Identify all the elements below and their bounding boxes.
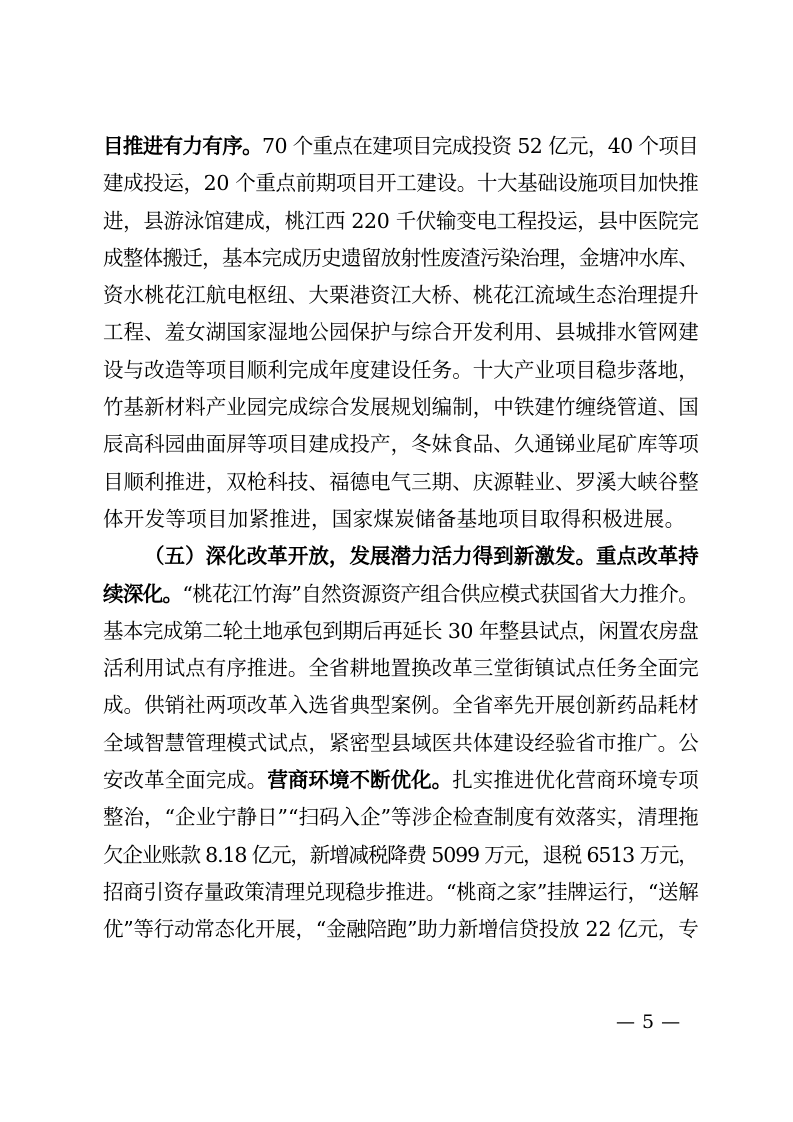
text-run: 70 个重点在建项目完成投资 52 亿元，40 个项目: [262, 134, 699, 158]
text-run: 资水桃花江航电枢纽、大栗港资江大桥、桃花江流域生态治理提升: [103, 283, 699, 308]
bold-heading-run: 营商环境不断优化。: [267, 768, 453, 793]
text-run: 成整体搬迁，基本完成历史遗留放射性废渣污染治理，金塘冲水库、: [103, 245, 699, 270]
text-run: 基本完成第二轮土地承包到期后再延长 30 年整县试点，闲置农房盘: [103, 618, 699, 643]
text-run: 招商引资存量政策清理兑现稳步推进。“桃商之家”挂牌运行，“送解: [103, 879, 699, 904]
bold-heading-run: 目推进有力有序。: [103, 134, 263, 158]
text-line: [103, 837, 699, 874]
page-number: — 5 —: [616, 1011, 681, 1033]
text-line: [103, 911, 699, 948]
text-run: 欠企业账款 8.18 亿元，新增减税降费 5099 万元，退税 6513 万元，: [103, 842, 698, 867]
text-line: [103, 762, 699, 799]
text-line: [103, 650, 699, 687]
text-run: 辰高科园曲面屏等项目建成投产，冬妹食品、久通锑业尾矿库等项: [103, 432, 699, 457]
body-text: [103, 128, 699, 949]
text-line: [103, 314, 699, 351]
text-run: 优”等行动常态化开展，“金融陪跑”助力新增信贷投放 22 亿元，专: [103, 917, 699, 942]
text-run: 活利用试点有序推进。全省耕地置换改革三堂街镇试点任务全面完: [103, 656, 699, 681]
text-run: 建成投运，20 个重点前期项目开工建设。十大基础设施项目加快推: [103, 171, 699, 196]
text-run: 竹基新材料产业园完成综合发展规划编制，中铁建竹缠绕管道、国: [103, 395, 699, 420]
text-line: [103, 277, 699, 314]
text-line: [103, 576, 699, 613]
text-line: [103, 128, 699, 165]
text-line: [103, 426, 699, 463]
text-line: [103, 240, 699, 277]
text-line: [103, 165, 699, 202]
text-run: 工程、羞女湖国家湿地公园保护与综合开发利用、县城排水管网建: [103, 320, 699, 345]
text-run: 目顺利推进，双枪科技、福德电气三期、庆源鞋业、罗溪大峡谷整: [103, 469, 699, 494]
text-line: [103, 874, 699, 911]
text-run: 安改革全面完成。: [103, 768, 268, 793]
text-run: 设与改造等项目顺利完成年度建设任务。十大产业项目稳步落地，: [103, 357, 699, 382]
text-line: [103, 687, 699, 724]
text-run: 扎实推进优化营商环境专项: [452, 768, 699, 793]
text-run: 整治，“企业宁静日”“扫码入企”等涉企检查制度有效落实，清理拖: [103, 805, 699, 830]
text-line: [103, 725, 699, 762]
bold-heading-run: （五）深化改革开放，发展潜力活力得到新激发。重点改革持: [144, 544, 699, 569]
text-line: [103, 613, 699, 650]
text-line: [103, 501, 699, 538]
bold-heading-run: 续深化。: [103, 581, 183, 606]
text-line: [103, 352, 699, 389]
text-line: [103, 538, 699, 575]
text-run: 全域智慧管理模式试点，紧密型县域医共体建设经验省市推广。公: [103, 730, 699, 755]
text-line: [103, 203, 699, 240]
text-run: 进，县游泳馆建成，桃江西 220 千伏输变电工程投运，县中医院完: [103, 208, 699, 233]
text-run: “桃花江竹海”自然资源资产组合供应模式获国省大力推介。: [182, 581, 699, 606]
text-run: 体开发等项目加紧推进，国家煤炭储备基地项目取得积极进展。: [103, 506, 686, 531]
text-line: [103, 389, 699, 426]
text-line: [103, 799, 699, 836]
text-run: 成。供销社两项改革入选省典型案例。全省率先开展创新药品耗材: [103, 693, 699, 718]
text-line: [103, 464, 699, 501]
